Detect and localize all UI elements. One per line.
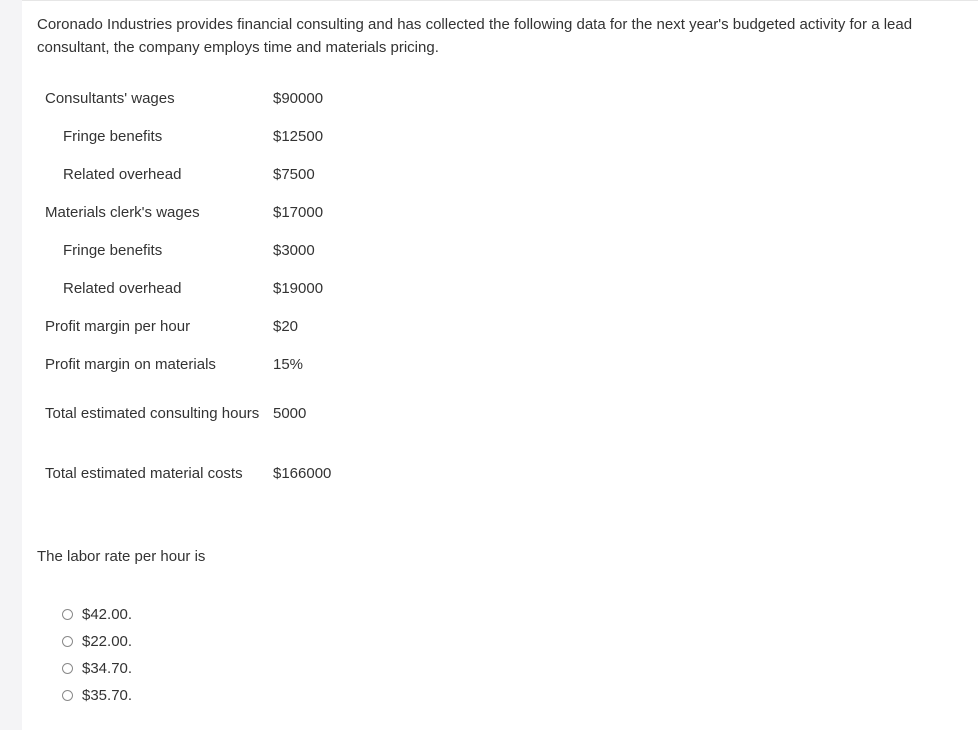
radio-button[interactable] [62,636,73,647]
table-row [37,80,331,118]
answer-option-label[interactable]: $35.70. [82,687,133,704]
row-label: Fringe benefits [63,128,163,145]
answer-option-label[interactable]: $22.00. [82,633,133,650]
row-value: $12500 [273,128,324,145]
row-label: Materials clerk's wages [45,204,200,221]
question-card [22,0,978,730]
row-label: Fringe benefits [63,242,163,259]
table-row [37,270,331,308]
question-prompt: The labor rate per hour is [37,548,206,565]
row-value: $19000 [273,280,324,297]
row-label: Related overhead [63,166,182,183]
row-value: $90000 [273,90,324,107]
row-label: Profit margin on materials [45,356,216,373]
answer-options [62,601,132,709]
row-value: $7500 [273,166,315,183]
row-value: 15% [273,356,304,373]
answer-option-label[interactable]: $34.70. [82,660,133,677]
table-row [37,156,331,194]
row-value: $166000 [273,465,332,482]
question-intro: Coronado Industries provides financial consulting and has collected the following data for the next year's budgeted activity for a lead consultant, the company employs time and materials pricing. [37,16,913,56]
row-label: Related overhead [63,280,182,297]
table-row [37,346,331,384]
radio-button[interactable] [62,663,73,674]
table-row [37,384,331,444]
answer-option[interactable] [62,601,132,628]
row-value: $17000 [273,204,324,221]
row-label: Consultants' wages [45,90,175,107]
answer-option-label[interactable]: $42.00. [82,606,133,623]
table-row [37,194,331,232]
row-label: Total estimated material costs [45,465,243,482]
answer-option[interactable] [62,628,132,655]
answer-option[interactable] [62,655,132,682]
answer-option[interactable] [62,682,132,709]
row-label: Profit margin per hour [45,318,191,335]
table-row [37,232,331,270]
row-label: Total estimated consulting hours [45,405,260,422]
row-value: 5000 [273,405,307,422]
budget-data-table [37,80,331,504]
row-value: $3000 [273,242,315,259]
table-row [37,118,331,156]
table-row [37,308,331,346]
table-row [37,444,331,504]
radio-button[interactable] [62,690,73,701]
row-value: $20 [273,318,299,335]
radio-button[interactable] [62,609,73,620]
